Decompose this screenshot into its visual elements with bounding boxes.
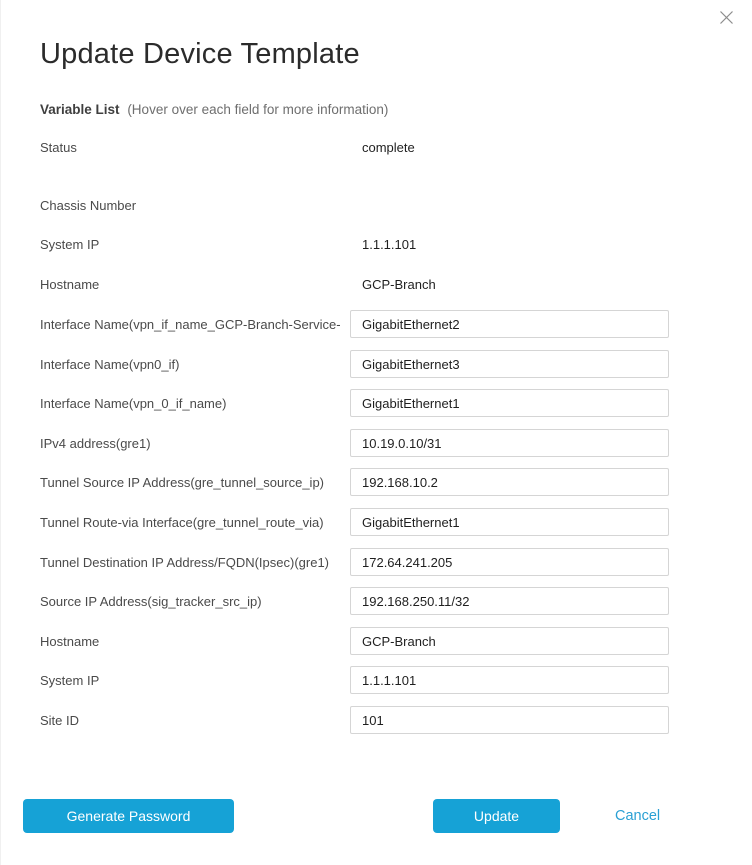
field-label: Interface Name(vpn0_if) — [40, 356, 180, 372]
system-ip-input[interactable] — [350, 666, 669, 694]
static-row-chassis-number — [40, 197, 669, 213]
interface-name-service-input[interactable] — [350, 310, 669, 338]
field-label: Tunnel Destination IP Address/FQDN(Ipsec)(gre1) — [40, 554, 330, 570]
generate-password-button[interactable]: Generate Password — [23, 799, 234, 833]
status-value: complete — [362, 139, 415, 155]
site-id-input[interactable] — [350, 706, 669, 734]
input-row-system-ip — [40, 666, 669, 694]
input-row-interface-name-vpn0-if — [40, 350, 669, 378]
field-label: Status — [40, 139, 77, 155]
ipv4-address-gre1-input[interactable] — [350, 429, 669, 457]
field-label: Interface Name(vpn_0_if_name) — [40, 395, 227, 411]
field-label: Hostname — [40, 276, 100, 292]
interface-name-vpn0-if-input[interactable] — [350, 350, 669, 378]
field-label: Source IP Address(sig_tracker_src_ip) — [40, 593, 262, 609]
system-ip-value: 1.1.1.101 — [362, 236, 417, 252]
field-label: IPv4 address(gre1) — [40, 435, 151, 451]
input-row-tunnel-destination-ip — [40, 548, 669, 576]
cancel-button[interactable]: Cancel — [615, 799, 660, 833]
tunnel-source-ip-input[interactable] — [350, 468, 669, 496]
tunnel-route-via-input[interactable] — [350, 508, 669, 536]
field-label: System IP — [40, 672, 100, 688]
field-label: Tunnel Source IP Address(gre_tunnel_source_ip) — [40, 474, 325, 490]
field-label: Interface Name(vpn_if_name_GCP-Branch-Service- — [40, 316, 341, 332]
static-row-hostname — [40, 276, 669, 292]
page-title: Update Device Template — [40, 38, 360, 71]
input-row-site-id — [40, 706, 669, 734]
source-ip-tracker-input[interactable] — [350, 587, 669, 615]
field-label: Tunnel Route-via Interface(gre_tunnel_route_via) — [40, 514, 324, 530]
variable-list-hint: (Hover over each field for more information) — [127, 102, 389, 117]
field-label: Chassis Number — [40, 197, 137, 213]
hostname-input[interactable] — [350, 627, 669, 655]
hostname-value: GCP-Branch — [362, 276, 436, 292]
update-button[interactable]: Update — [433, 799, 560, 833]
input-row-interface-name-service — [40, 310, 669, 338]
input-row-source-ip-tracker — [40, 587, 669, 615]
input-row-interface-name-vpn-0-if-name — [40, 389, 669, 417]
input-row-tunnel-route-via — [40, 508, 669, 536]
variable-list-heading — [40, 102, 388, 117]
static-row-system-ip — [40, 236, 669, 252]
field-label: System IP — [40, 236, 100, 252]
interface-name-vpn-0-if-name-input[interactable] — [350, 389, 669, 417]
input-row-hostname — [40, 627, 669, 655]
field-label: Site ID — [40, 712, 80, 728]
close-icon[interactable] — [714, 5, 738, 29]
variable-list-title: Variable List — [40, 102, 120, 117]
close-x-glyph — [719, 10, 734, 25]
tunnel-destination-ip-input[interactable] — [350, 548, 669, 576]
field-label: Hostname — [40, 633, 100, 649]
input-row-tunnel-source-ip — [40, 468, 669, 496]
input-row-ipv4-address-gre1 — [40, 429, 669, 457]
static-row-status — [40, 139, 669, 155]
